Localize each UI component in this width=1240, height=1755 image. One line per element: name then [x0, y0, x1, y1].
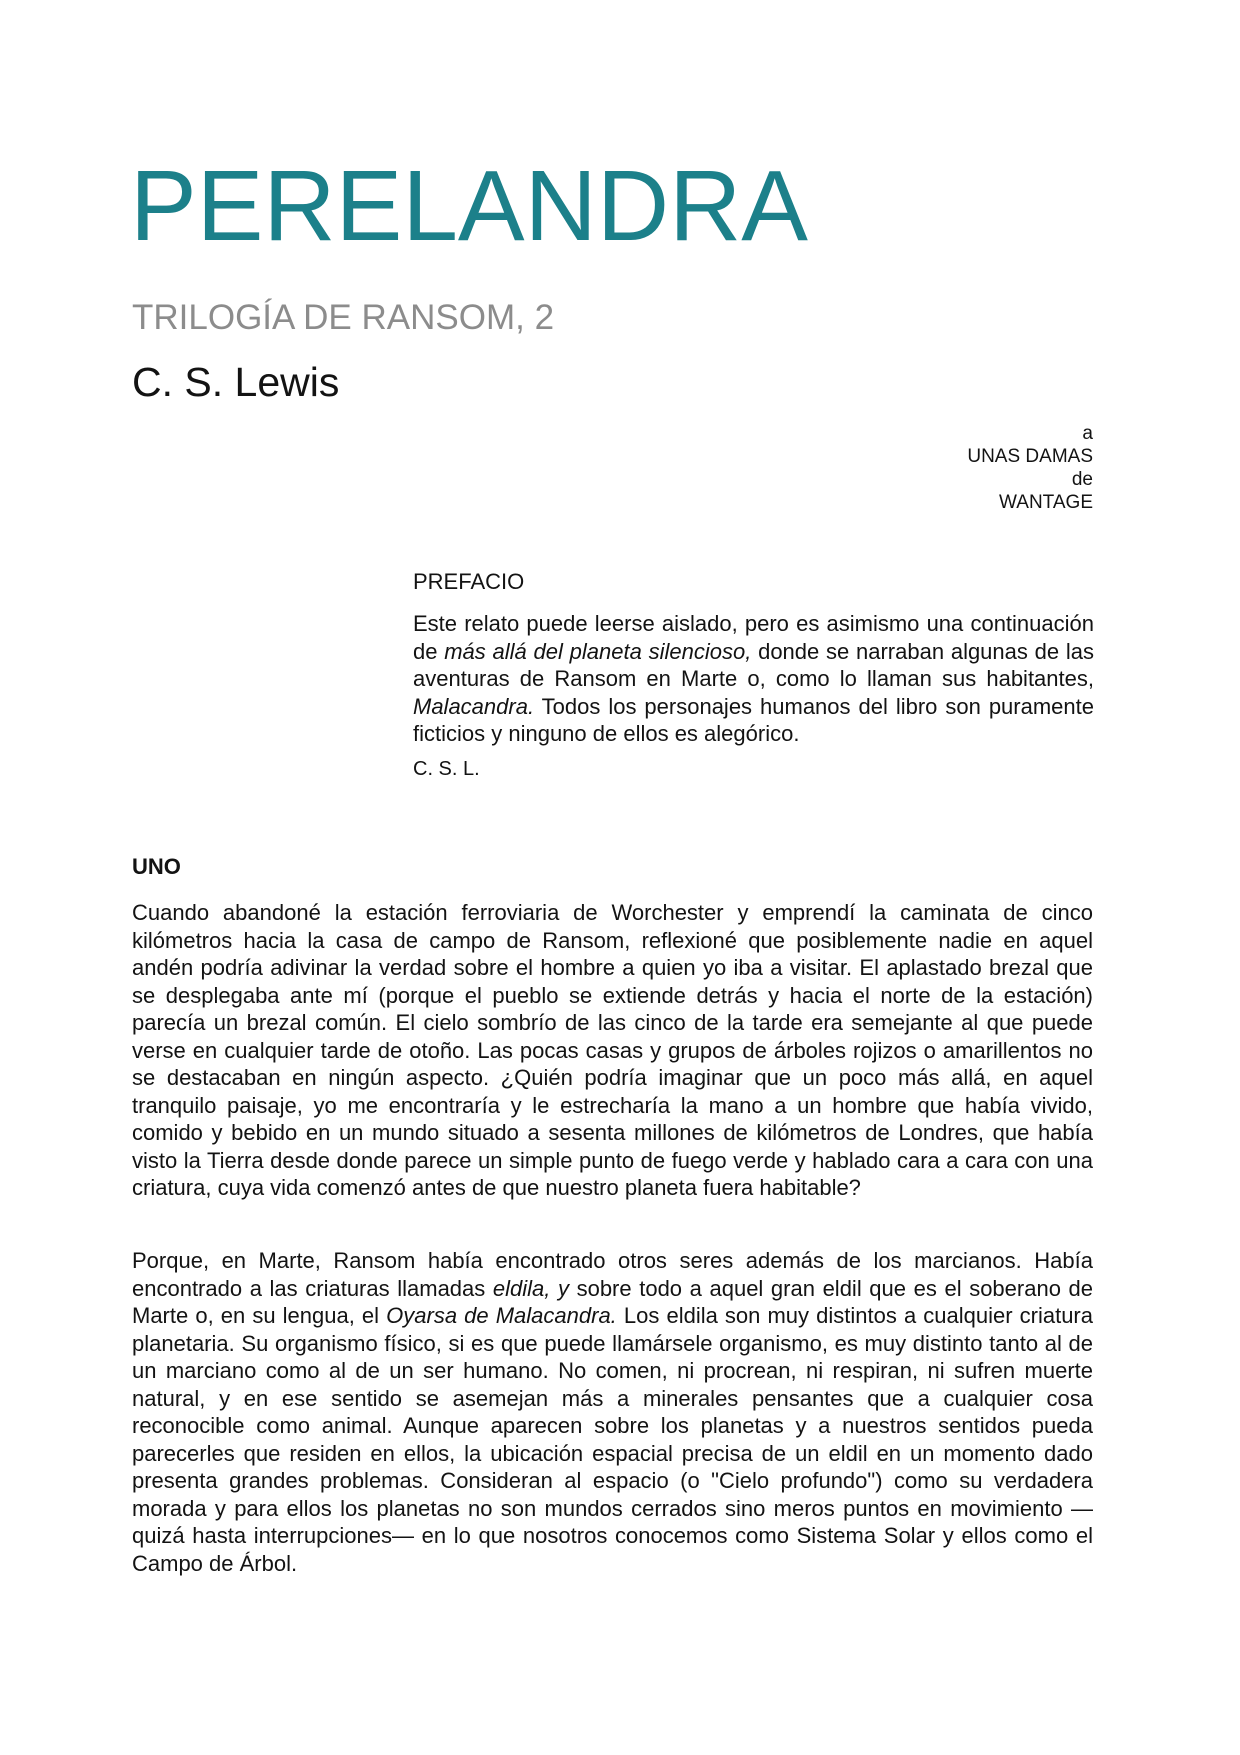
- text-run: donde se narraban algunas de las aventuras de Ransom en Marte o, como lo llaman sus habitantes,: [413, 638, 1094, 691]
- preface-signature: C. S. L.: [413, 758, 480, 780]
- text-run: sobre todo a aquel gran eldil que es el soberano de Marte o, en su lengua, el: [132, 1275, 1094, 1328]
- italic-text-run: eldila, y: [492, 1275, 569, 1301]
- dedication-line: WANTAGE: [999, 492, 1093, 513]
- text-run: Porque, en Marte, Ransom había encontrado otros seres además de los marcianos. Había encontrado a las criaturas llamadas: [132, 1248, 1093, 1301]
- preface-heading: PREFACIO: [413, 569, 525, 594]
- dedication-block: [967, 422, 1093, 514]
- book-title: PERELANDRA: [130, 150, 808, 262]
- italic-text-run: más allá del planeta silencioso,: [444, 638, 752, 664]
- author-name: C. S. Lewis: [132, 359, 340, 405]
- italic-text-run: Oyarsa de Malacandra.: [386, 1303, 617, 1328]
- text-run: Todos los personajes humanos del libro son puramente ficticios y ninguno de ellos es alegórico.: [413, 693, 1094, 746]
- dedication-line: UNAS DAMAS: [967, 446, 1093, 467]
- chapter-paragraph-1: [132, 899, 1093, 1202]
- dedication-line: a: [1082, 423, 1093, 444]
- italic-text-run: Malacandra.: [413, 693, 535, 719]
- text-run: Cuando abandoné la estación ferroviaria de Worchester y emprendí la caminata de cinco kilómetros hacia la casa de campo de Ransom, reflexioné que posiblemente nadie en aquel andén podría adivinar la verdad sobre el hombre a quien yo iba a visitar. El aplastado brezal que se desplegaba ante mí (porque el pueblo se extiende detrás y hacia el norte de la estación) parecía un brezal común. El cielo sombrío de las cinco de la tarde era semejante al que puede verse en cualquier tarde de otoño. Las pocas casas y grupos de árboles rojizos o amarillentos no se destacaban en ningún aspecto. ¿Quién podría imaginar que un poco más allá, en aquel tranquilo paisaje, yo me encontraría y le estrecharía la mano a un hombre que había vivido, comido y bebido en un mundo situado a sesenta millones de kilómetros de Londres, que había visto la Tierra desde donde parece un simple punto de fuego verde y hablado cara a cara con una criatura, cuya vida comenzó antes de que nuestro planeta fuera habitable?: [132, 900, 1093, 1200]
- text-run: Los eldila son muy distintos a cualquier criatura planetaria. Su organismo físico, si es que puede llamársele organismo, es muy distinto tanto al de un marciano como al de un ser humano. No comen, ni procrean, ni respiran, ni sufren muerte natural, y en ese sentido se asemejan más a minerales pensantes que a cualquier cosa reconocible como animal. Aunque aparecen sobre los planetas y a nuestros sentidos pueda parecerles que residen en ellos, la ubicación espacial precisa de un eldil en un momento dado presenta grandes problemas. Consideran al espacio (o "Cielo profundo") como su verdadera morada y para ellos los planetas no son mundos cerrados sino meros puntos en movimiento —quizá hasta interrupciones— en lo que nosotros conocemos como Sistema Solar y ellos como el Campo de Árbol.: [132, 1303, 1093, 1576]
- dedication-line: de: [1071, 469, 1093, 490]
- preface-paragraph: [413, 610, 1094, 748]
- series-subtitle: TRILOGÍA DE RANSOM, 2: [132, 298, 555, 337]
- chapter-heading: UNO: [132, 854, 181, 879]
- chapter-paragraph-2: [132, 1247, 1093, 1577]
- text-run: Este relato puede leerse aislado, pero es asimismo una continuación de: [413, 611, 1094, 664]
